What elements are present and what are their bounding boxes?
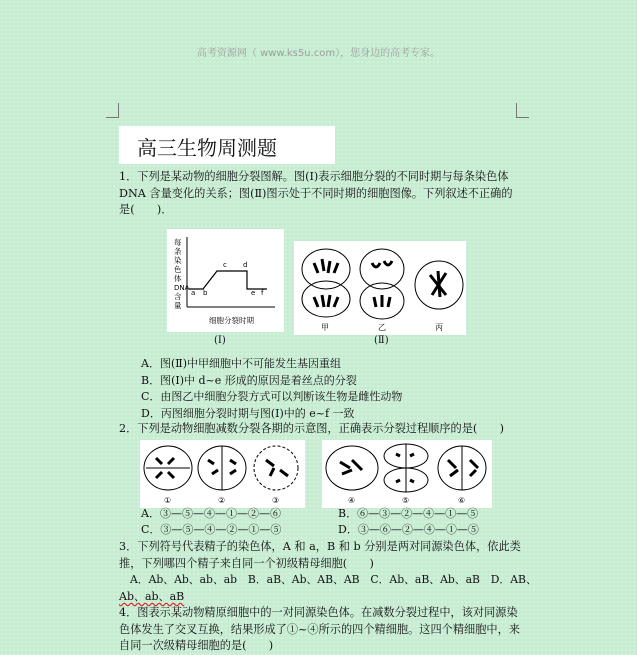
cell-bing (415, 261, 463, 309)
figure-2-cells (294, 241, 466, 335)
q1-option-c: C．由图乙中细胞分裂方式可以判断该生物是雌性动物 (141, 390, 403, 403)
point-a: a (191, 289, 196, 297)
fig-label-1: ① (164, 496, 172, 505)
page-watermark: 高考资源网（ www.ks5u.com），您身边的高考专家。 (196, 48, 441, 59)
crop-mark-left (106, 103, 119, 118)
fig-label-4: ④ (348, 496, 356, 505)
cell-2 (198, 446, 246, 490)
figure-2-caption: (Ⅱ) (374, 335, 389, 346)
question-1-stem: 1．下列是某动物的细胞分裂图解。图(Ⅰ)表示细胞分裂的不同时期与每条染色体 DNA 含量变化的关系；图(Ⅱ)图示处于不同时期的细胞图像。下列叙述不正确的是( )． (119, 170, 513, 216)
q3-options-line-2: Ab、ab、aB (119, 590, 185, 603)
q2-option-d: D．③—⑥—②—④—①—⑤ (338, 523, 479, 536)
q2-option-c: C．③—⑤—④—②—①—⑤ (141, 523, 282, 536)
x-axis-label: 细胞分裂时期 (209, 316, 254, 325)
title-box (119, 126, 335, 164)
crop-mark-right (516, 103, 529, 118)
fig-label-6: ⑥ (458, 496, 466, 505)
point-b: b (203, 289, 208, 297)
fig-label-5: ⑤ (402, 496, 410, 505)
dna-curve (189, 271, 267, 289)
ylabel-char: 每 (174, 238, 182, 247)
cell-1 (144, 446, 192, 490)
q1-option-d: D．丙图细胞分裂时期与图(Ⅰ)中的 e~f 一致 (141, 407, 355, 420)
page-title: 高三生物周测题 (137, 136, 277, 160)
q1-option-a: A．图(Ⅱ)中甲细胞中不可能发生基因重组 (141, 357, 342, 370)
figure-meiosis-right (322, 440, 492, 508)
point-d: d (243, 261, 248, 269)
q3-options-line-1: A．Ab、Ab、ab、ab B．aB、Ab、AB、AB C．Ab、aB、Ab、aB D．AB、 (130, 573, 537, 586)
cell-4 (326, 446, 378, 490)
cell-label-bing: 丙 (435, 323, 443, 332)
figure-1-caption: (Ⅰ) (214, 335, 226, 346)
cell-6 (438, 446, 486, 490)
cell-3 (254, 446, 298, 490)
cell-jia (302, 249, 350, 317)
question-2-stem: 2．下列是动物细胞减数分裂各期的示意图，正确表示分裂过程顺序的是( ) (119, 422, 505, 435)
cell-label-jia: 甲 (321, 323, 329, 332)
cell-5 (384, 444, 428, 492)
point-f: f (261, 289, 264, 297)
figure-meiosis-left (140, 440, 305, 508)
q1-option-b: B．图(Ⅰ)中 d~e 形成的原因是着丝点的分裂 (141, 374, 357, 387)
ylabel-char: 色 (174, 265, 182, 274)
ylabel-char: 含 (174, 292, 182, 301)
ylabel-char: 量 (174, 301, 182, 310)
ylabel-char: DNA (174, 284, 190, 292)
question-4-stem: 4．图表示某动物精原细胞中的一对同源染色体。在减数分裂过程中，该对同源染色体发生了交叉互换，结果形成了①~④所示的四个精细胞。这四个精细胞中，来自同一次级精母细胞的是( ) (119, 606, 520, 652)
ylabel-char: 染 (174, 256, 182, 265)
q2-option-b: B．⑥—③—②—④—①—⑤ (338, 507, 479, 520)
ylabel-char: 条 (174, 247, 182, 256)
fig-label-2: ② (218, 496, 226, 505)
point-e: e (251, 289, 256, 297)
fig-label-3: ③ (272, 496, 280, 505)
cell-label-yi: 乙 (378, 323, 386, 332)
figure-1-graph (167, 229, 284, 332)
q2-option-a: A．③—⑤—④—①—②—⑥ (141, 507, 281, 520)
ylabel-char: 体 (174, 274, 182, 283)
question-3-stem: 3．下列符号代表精子的染色体，A 和 a，B 和 b 分别是两对同源染色体，依此类推，下列哪四个精子来自同一个初级精母细胞( ) (119, 540, 521, 570)
cell-yi (360, 249, 404, 319)
point-c: c (223, 261, 227, 269)
